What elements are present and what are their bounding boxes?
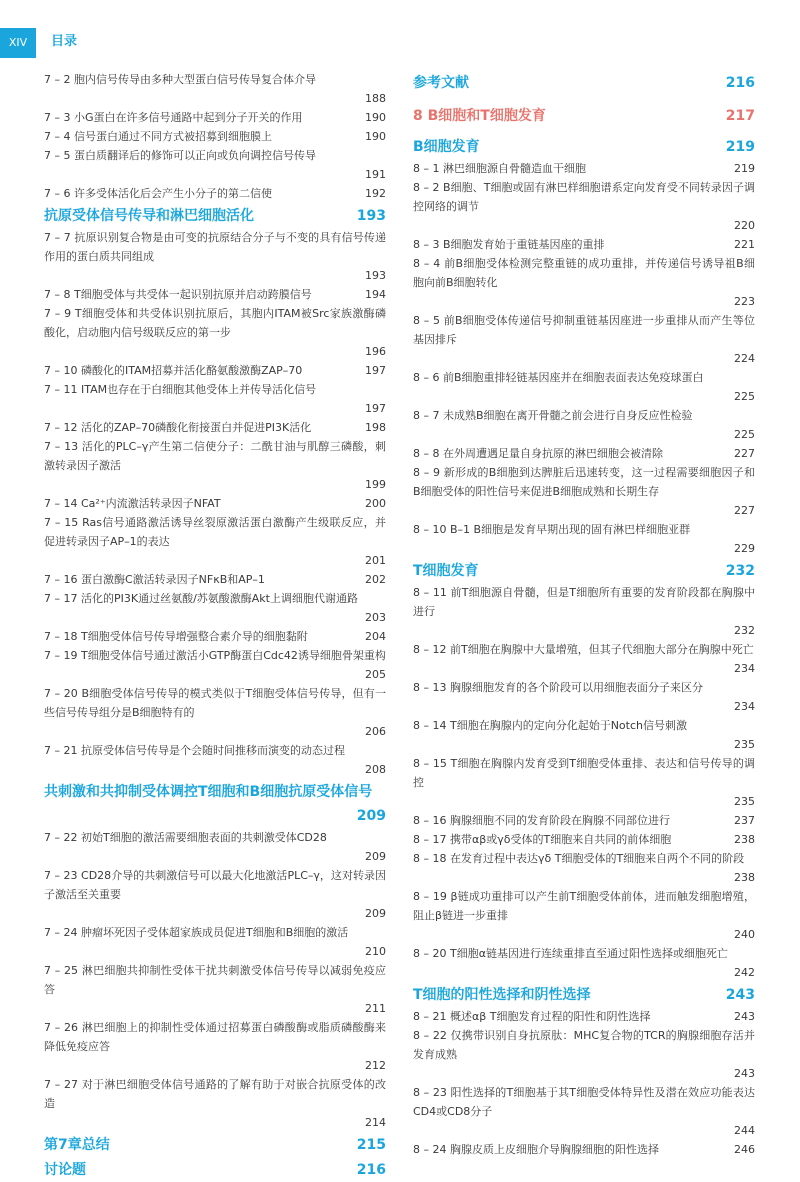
entry-page-number: 198 bbox=[365, 421, 386, 434]
entry-title: 7 – 18 T细胞受体信号传导增强整合素介导的细胞黏附 bbox=[44, 630, 308, 643]
section-title: 共刺激和共抑制受体调控T细胞和B细胞抗原受体信号 bbox=[44, 784, 373, 800]
entry-page-number: 225 bbox=[734, 390, 755, 403]
entry-title: 8 – 17 携带αβ或γδ受体的T细胞来自共同的前体细胞 bbox=[413, 833, 672, 846]
entry-page-number: 210 bbox=[365, 945, 386, 958]
entry-title: 8 – 23 阳性选择的T细胞基于其T细胞受体特异性及潜在效应功能表达CD4或CD8分子 bbox=[413, 1086, 755, 1118]
entry-page-number: 234 bbox=[734, 700, 755, 713]
section-title: 第7章总结 bbox=[44, 1137, 110, 1153]
entry-title: 7 – 25 淋巴细胞共抑制性受体干扰共刺激受体信号传导以减弱免疫应答 bbox=[44, 964, 386, 996]
entry-title: 7 – 24 肿瘤坏死因子受体超家族成员促进T细胞和B细胞的激活 bbox=[44, 926, 349, 939]
toc-entry[interactable] bbox=[413, 406, 755, 444]
entry-title: 7 – 27 对于淋巴细胞受体信号通路的了解有助于对嵌合抗原受体的改造 bbox=[44, 1078, 386, 1110]
entry-page-number: 202 bbox=[365, 573, 386, 586]
entry-page-number: 205 bbox=[365, 668, 386, 681]
section-page-number: 209 bbox=[356, 808, 386, 824]
entry-page-number: 223 bbox=[734, 295, 755, 308]
entry-title: 8 – 12 前T细胞在胸腺中大量增殖，但其子代细胞大部分在胸腺中死亡 bbox=[413, 643, 754, 656]
toc-entry[interactable] bbox=[44, 1075, 386, 1132]
toc-entry[interactable] bbox=[44, 828, 386, 866]
toc-entry[interactable] bbox=[44, 285, 386, 304]
toc-section-heading[interactable] bbox=[413, 983, 755, 1007]
entry-page-number: 193 bbox=[365, 269, 386, 282]
toc-entry[interactable] bbox=[413, 811, 755, 830]
entry-page-number: 197 bbox=[365, 364, 386, 377]
entry-page-number: 243 bbox=[734, 1010, 755, 1023]
entry-title: 7 – 22 初始T细胞的激活需要细胞表面的共刺激受体CD28 bbox=[44, 831, 327, 844]
toc-section-heading[interactable] bbox=[413, 71, 755, 95]
section-page-number: 216 bbox=[725, 75, 755, 91]
entry-page-number: 238 bbox=[734, 871, 755, 884]
entry-page-number: 235 bbox=[734, 738, 755, 751]
entry-page-number: 243 bbox=[734, 1067, 755, 1080]
entry-title: 8 – 10 B–1 B细胞是发育早期出现的固有淋巴样细胞亚群 bbox=[413, 523, 691, 536]
toc-entry[interactable] bbox=[44, 866, 386, 923]
entry-title: 8 – 19 β链成功重排可以产生前T细胞受体前体，进而触发细胞增殖，阻止β链进一步重排 bbox=[413, 890, 755, 922]
entry-title: 8 – 13 胸腺细胞发育的各个阶段可以用细胞表面分子来区分 bbox=[413, 681, 703, 694]
entry-title: 8 – 11 前T细胞源自骨髓，但是T细胞所有重要的发育阶段都在胸腺中进行 bbox=[413, 586, 755, 618]
toc-section-heading[interactable] bbox=[44, 1133, 386, 1157]
toc-entry[interactable] bbox=[44, 146, 386, 184]
toc-entry[interactable] bbox=[44, 923, 386, 961]
entry-page-number: 220 bbox=[734, 219, 755, 232]
toc-entry[interactable] bbox=[413, 444, 755, 463]
section-page-number: 219 bbox=[725, 139, 755, 155]
page-header-title: 目录 bbox=[51, 34, 78, 49]
entry-title: 7 – 15 Ras信号通路激活诱导丝裂原激活蛋白激酶产生级联反应，并促进转录因子AP–1的表达 bbox=[44, 516, 386, 548]
toc-chapter-heading[interactable] bbox=[413, 103, 755, 129]
entry-title: 7 – 11 ITAM也存在于白细胞其他受体上并传导活化信号 bbox=[44, 383, 317, 396]
entry-title: 8 – 7 未成熟B细胞在离开骨髓之前会进行自身反应性检验 bbox=[413, 409, 693, 422]
entry-title: 8 – 5 前B细胞受体传递信号抑制重链基因座进一步重排从而产生等位基因排斥 bbox=[413, 314, 755, 346]
toc-entry[interactable] bbox=[413, 520, 755, 558]
toc-entry[interactable] bbox=[44, 1018, 386, 1075]
toc-entry[interactable] bbox=[44, 741, 386, 779]
entry-page-number: 221 bbox=[734, 238, 755, 251]
toc-entry[interactable] bbox=[413, 1026, 755, 1083]
toc-entry[interactable] bbox=[413, 830, 755, 849]
entry-page-number: 211 bbox=[365, 1002, 386, 1015]
toc-entry[interactable] bbox=[413, 311, 755, 368]
toc-entry[interactable] bbox=[413, 368, 755, 406]
entry-title: 7 – 4 信号蛋白通过不同方式被招募到细胞膜上 bbox=[44, 130, 272, 143]
entry-page-number: 227 bbox=[734, 504, 755, 517]
toc-entry[interactable] bbox=[44, 361, 386, 380]
entry-title: 7 – 13 活化的PLC–γ产生第二信使分子：二酰甘油与肌醇三磷酸，刺激转录因子激活 bbox=[44, 440, 386, 472]
entry-page-number: 204 bbox=[365, 630, 386, 643]
toc-entry[interactable] bbox=[413, 254, 755, 311]
entry-page-number: 201 bbox=[365, 554, 386, 567]
toc-entry[interactable] bbox=[44, 684, 386, 741]
entry-title: 7 – 23 CD28介导的共刺激信号可以最大化地激活PLC–γ，这对转录因子激活至关重要 bbox=[44, 869, 386, 901]
entry-title: 7 – 16 蛋白激酶C激活转录因子NFκB和AP–1 bbox=[44, 573, 265, 586]
entry-title: 7 – 12 活化的ZAP–70磷酸化衔接蛋白并促进PI3K活化 bbox=[44, 421, 312, 434]
section-page-number: 193 bbox=[356, 208, 386, 224]
entry-page-number: 225 bbox=[734, 428, 755, 441]
toc-entry[interactable] bbox=[44, 228, 386, 285]
toc-entry[interactable] bbox=[413, 1083, 755, 1140]
toc-entry[interactable] bbox=[44, 570, 386, 589]
section-page-number: 216 bbox=[356, 1162, 386, 1178]
entry-title: 8 – 22 仅携带识别自身抗原肽：MHC复合物的TCR的胸腺细胞存活并发育成熟 bbox=[413, 1029, 755, 1061]
toc-section-heading[interactable] bbox=[44, 1158, 386, 1182]
toc-entry[interactable] bbox=[413, 887, 755, 944]
entry-title: 8 – 14 T细胞在胸腺内的定向分化起始于Notch信号刺激 bbox=[413, 719, 687, 732]
toc-entry[interactable] bbox=[44, 70, 386, 108]
entry-title: 8 – 18 在发育过程中表达γδ T细胞受体的T细胞来自两个不同的阶段 bbox=[413, 852, 745, 865]
entry-page-number: 197 bbox=[365, 402, 386, 415]
toc-entry[interactable] bbox=[413, 640, 755, 678]
toc-entry[interactable] bbox=[413, 1007, 755, 1026]
entry-title: 8 – 8 在外周遭遇足量自身抗原的淋巴细胞会被清除 bbox=[413, 447, 663, 460]
entry-page-number: 238 bbox=[734, 833, 755, 846]
entry-title: 8 – 6 前B细胞重排轻链基因座并在细胞表面表达免疫球蛋白 bbox=[413, 371, 704, 384]
entry-title: 8 – 9 新形成的B细胞到达脾脏后迅速转变，这一过程需要细胞因子和B细胞受体的阳性信号来促进B细胞成熟和长期生存 bbox=[413, 466, 755, 498]
entry-title: 7 – 3 小G蛋白在许多信号通路中起到分子开关的作用 bbox=[44, 111, 303, 124]
entry-page-number: 191 bbox=[365, 168, 386, 181]
section-page-number: 232 bbox=[725, 563, 755, 579]
toc-section-heading[interactable] bbox=[413, 559, 755, 583]
section-page-number: 243 bbox=[725, 987, 755, 1003]
entry-page-number: 192 bbox=[365, 187, 386, 200]
page-number-tab: XIV bbox=[0, 28, 36, 58]
section-title: 讨论题 bbox=[44, 1162, 86, 1178]
entry-title: 7 – 21 抗原受体信号传导是个会随时间推移而演变的动态过程 bbox=[44, 744, 345, 757]
entry-page-number: 206 bbox=[365, 725, 386, 738]
entry-title: 7 – 20 B细胞受体信号传导的模式类似于T细胞受体信号传导，但有一些信号传导组分是B细胞特有的 bbox=[44, 687, 386, 719]
toc-entry[interactable] bbox=[413, 754, 755, 811]
entry-title: 7 – 10 磷酸化的ITAM招募并活化酪氨酸激酶ZAP–70 bbox=[44, 364, 303, 377]
entry-page-number: 203 bbox=[365, 611, 386, 624]
entry-page-number: 208 bbox=[365, 763, 386, 776]
entry-page-number: 209 bbox=[365, 907, 386, 920]
toc-section-heading[interactable] bbox=[413, 135, 755, 159]
entry-page-number: 194 bbox=[365, 288, 386, 301]
toc-entry[interactable] bbox=[44, 184, 386, 203]
toc-section-heading[interactable] bbox=[44, 204, 386, 228]
toc-entry[interactable] bbox=[44, 418, 386, 437]
toc-entry[interactable] bbox=[413, 944, 755, 982]
entry-title: 7 – 17 活化的PI3K通过丝氨酸/苏氨酸激酶Akt上调细胞代谢通路 bbox=[44, 592, 358, 605]
entry-page-number: 242 bbox=[734, 966, 755, 979]
toc-entry[interactable] bbox=[413, 159, 755, 178]
entry-title: 7 – 14 Ca²⁺内流激活转录因子NFAT bbox=[44, 497, 221, 510]
entry-title: 8 – 4 前B细胞受体检测完整重链的成功重排，并传递信号诱导祖B细胞向前B细胞转化 bbox=[413, 257, 755, 289]
toc-entry[interactable] bbox=[44, 646, 386, 684]
entry-page-number: 214 bbox=[365, 1116, 386, 1129]
entry-page-number: 227 bbox=[734, 447, 755, 460]
toc-section-heading[interactable] bbox=[44, 780, 386, 828]
toc-entry[interactable] bbox=[44, 437, 386, 494]
entry-page-number: 190 bbox=[365, 130, 386, 143]
entry-page-number: 212 bbox=[365, 1059, 386, 1072]
toc-entry[interactable] bbox=[44, 304, 386, 361]
toc-entry[interactable] bbox=[413, 235, 755, 254]
toc-entry[interactable] bbox=[413, 678, 755, 716]
toc-entry[interactable] bbox=[44, 108, 386, 127]
toc-entry[interactable] bbox=[44, 961, 386, 1018]
entry-title: 8 – 16 胸腺细胞不同的发育阶段在胸腺不同部位进行 bbox=[413, 814, 670, 827]
toc-entry[interactable] bbox=[413, 178, 755, 235]
entry-page-number: 199 bbox=[365, 478, 386, 491]
section-title: B细胞发育 bbox=[413, 139, 480, 155]
entry-page-number: 190 bbox=[365, 111, 386, 124]
entry-page-number: 224 bbox=[734, 352, 755, 365]
toc-entry[interactable] bbox=[413, 716, 755, 754]
entry-page-number: 232 bbox=[734, 624, 755, 637]
entry-title: 8 – 24 胸腺皮质上皮细胞介导胸腺细胞的阳性选择 bbox=[413, 1143, 659, 1156]
entry-title: 7 – 26 淋巴细胞上的抑制性受体通过招募蛋白磷酸酶或脂质磷酸酶来降低免疫应答 bbox=[44, 1021, 386, 1053]
section-page-number: 215 bbox=[356, 1137, 386, 1153]
entry-title: 7 – 9 T细胞受体和共受体识别抗原后，其胞内ITAM被Src家族激酶磷酸化，启动胞内信号级联反应的第一步 bbox=[44, 307, 386, 339]
entry-title: 7 – 6 许多受体活化后会产生小分子的第二信使 bbox=[44, 187, 272, 200]
entry-title: 8 – 2 B细胞、T细胞或固有淋巴样细胞谱系定向发育受不同转录因子调控网络的调节 bbox=[413, 181, 755, 213]
entry-page-number: 196 bbox=[365, 345, 386, 358]
entry-title: 8 – 21 概述αβ T细胞发育过程的阳性和阴性选择 bbox=[413, 1010, 651, 1023]
entry-title: 8 – 1 淋巴细胞源自骨髓造血干细胞 bbox=[413, 162, 586, 175]
toc-entry[interactable] bbox=[413, 463, 755, 520]
section-title: 参考文献 bbox=[413, 75, 469, 91]
entry-page-number: 235 bbox=[734, 795, 755, 808]
toc-entry[interactable] bbox=[44, 589, 386, 627]
entry-title: 7 – 8 T细胞受体与共受体一起识别抗原并启动跨膜信号 bbox=[44, 288, 312, 301]
section-title: T细胞发育 bbox=[413, 563, 479, 579]
entry-title: 7 – 5 蛋白质翻译后的修饰可以正向或负向调控信号传导 bbox=[44, 149, 316, 162]
entry-page-number: 244 bbox=[734, 1124, 755, 1137]
entry-title: 8 – 15 T细胞在胸腺内发育受到T细胞受体重排、表达和信号传导的调控 bbox=[413, 757, 755, 789]
entry-page-number: 237 bbox=[734, 814, 755, 827]
entry-page-number: 209 bbox=[365, 850, 386, 863]
toc-entry[interactable] bbox=[413, 849, 755, 887]
entry-page-number: 246 bbox=[734, 1143, 755, 1156]
toc-entry[interactable] bbox=[413, 583, 755, 640]
chapter-page-number: 217 bbox=[725, 108, 755, 124]
entry-title: 7 – 7 抗原识别复合物是由可变的抗原结合分子与不变的具有信号传递作用的蛋白质共同组成 bbox=[44, 231, 386, 263]
entry-title: 8 – 20 T细胞α链基因进行连续重排直至通过阳性选择或细胞死亡 bbox=[413, 947, 728, 960]
entry-page-number: 234 bbox=[734, 662, 755, 675]
toc-entry[interactable] bbox=[44, 494, 386, 513]
entry-page-number: 188 bbox=[365, 92, 386, 105]
entry-title: 7 – 19 T细胞受体信号通过激活小GTP酶蛋白Cdc42诱导细胞骨架重构 bbox=[44, 649, 386, 662]
toc-right-column bbox=[413, 70, 755, 1159]
entry-page-number: 240 bbox=[734, 928, 755, 941]
entry-title: 7 – 2 胞内信号传导由多种大型蛋白信号传导复合体介导 bbox=[44, 73, 316, 86]
toc-entry[interactable] bbox=[44, 127, 386, 146]
section-title: T细胞的阳性选择和阴性选择 bbox=[413, 987, 591, 1003]
entry-page-number: 200 bbox=[365, 497, 386, 510]
entry-page-number: 229 bbox=[734, 542, 755, 555]
chapter-title: 8 B细胞和T细胞发育 bbox=[413, 108, 546, 124]
section-title: 抗原受体信号传导和淋巴细胞活化 bbox=[44, 208, 254, 224]
toc-entry[interactable] bbox=[44, 513, 386, 570]
entry-page-number: 219 bbox=[734, 162, 755, 175]
toc-entry[interactable] bbox=[44, 627, 386, 646]
toc-entry[interactable] bbox=[44, 380, 386, 418]
toc-entry[interactable] bbox=[413, 1140, 755, 1159]
toc-left-column bbox=[44, 70, 386, 1182]
entry-title: 8 – 3 B细胞发育始于重链基因座的重排 bbox=[413, 238, 605, 251]
